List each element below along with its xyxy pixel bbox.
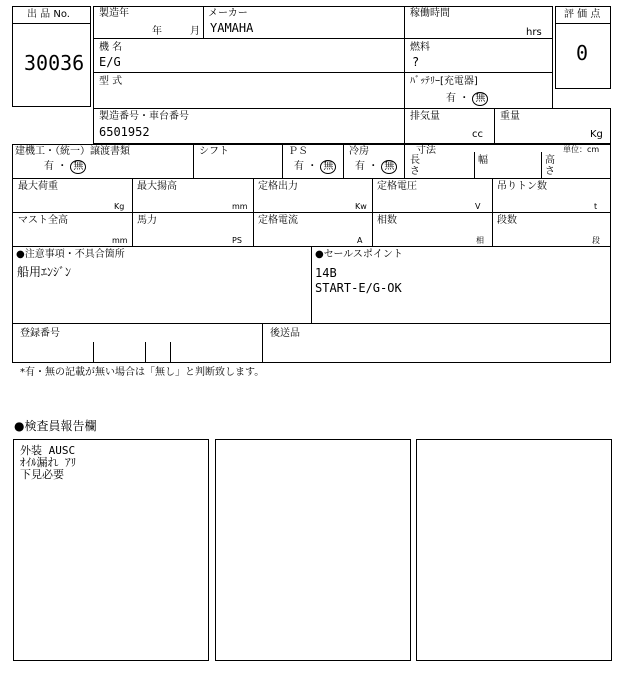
max-load-unit: Kg xyxy=(114,202,125,211)
rated-output-label: 定格出力 xyxy=(258,181,298,192)
fuel-value: ? xyxy=(412,55,420,69)
defects-label: ●注意事項・不具合箇所 xyxy=(16,249,125,260)
rating-box xyxy=(555,6,611,89)
ac-yes: 有 xyxy=(355,161,365,172)
month-unit: 月 xyxy=(190,26,200,37)
max-lift-label: 最大揚高 xyxy=(137,181,177,192)
inspector-title: ●検査員報告欄 xyxy=(14,419,97,433)
weight-label: 重量 xyxy=(500,111,520,122)
lot-number-box xyxy=(12,6,91,107)
rated-current-label: 定格電流 xyxy=(258,215,298,226)
type-label: 型 式 xyxy=(99,76,123,87)
inspector-box-1-text: 外装 AUSC ｵｲﾙ漏れ ｱﾘ 下見必要 xyxy=(20,444,77,481)
battery-choice xyxy=(446,92,488,106)
dims-label: 寸法 xyxy=(416,145,436,156)
ps-choice xyxy=(294,160,336,174)
height-label: 高さ xyxy=(545,155,555,177)
length-label: 長さ xyxy=(410,155,420,177)
cert-label: 建機工・（統一）譲渡書類 xyxy=(15,146,130,157)
hours-unit: hrs xyxy=(526,27,542,38)
weight-unit: Kg xyxy=(590,129,603,140)
mast-unit: mm xyxy=(112,236,128,245)
dims-unit: 単位：cm xyxy=(563,145,600,154)
model-label: 機 名 xyxy=(99,42,123,53)
rating-label: 評 価 点 xyxy=(564,9,601,20)
ac-label: 冷房 xyxy=(349,146,369,157)
lot-number-label: 出 品 No. xyxy=(27,9,70,20)
cert-no-circled: 無 xyxy=(70,160,86,174)
rated-output-unit: Kw xyxy=(355,202,367,211)
fuel-label: 燃料 xyxy=(410,42,430,53)
inspector-box-3 xyxy=(416,439,612,661)
displacement-unit: cc xyxy=(472,129,483,140)
shift-label: シフト xyxy=(199,146,229,157)
displacement-label: 排気量 xyxy=(410,111,440,122)
cert-yes: 有 xyxy=(44,161,54,172)
footnote: *有・無の記載が無い場合は「無し」と判断致します。 xyxy=(20,367,265,378)
battery-label: ﾊﾞｯﾃﾘｰ[充電器] xyxy=(410,76,478,87)
ps-dot: ・ xyxy=(307,161,318,172)
ps-label: ＰＳ xyxy=(288,146,308,157)
hoist-unit: t xyxy=(594,202,598,211)
battery-dot: ・ xyxy=(459,93,470,104)
hp-unit: PS xyxy=(232,236,242,245)
mast-label: マスト全高 xyxy=(18,215,68,226)
defects-text: 船用ｴﾝｼﾞﾝ xyxy=(17,265,72,279)
maker-value: YAMAHA xyxy=(210,21,254,35)
ac-dot: ・ xyxy=(368,161,379,172)
inspector-box-2 xyxy=(215,439,411,661)
cert-choice xyxy=(44,160,86,174)
rated-current-unit: A xyxy=(357,236,363,245)
phase-label: 相数 xyxy=(377,215,397,226)
hp-label: 馬力 xyxy=(137,215,157,226)
sales-label: ●セールスポイント xyxy=(315,249,403,260)
year-unit: 年 xyxy=(152,26,162,37)
rated-voltage-unit: V xyxy=(475,202,481,211)
shipping-label: 後送品 xyxy=(270,328,300,339)
maker-label: メーカー xyxy=(208,8,248,19)
max-load-label: 最大荷重 xyxy=(18,181,58,192)
ps-yes: 有 xyxy=(294,161,304,172)
battery-yes: 有 xyxy=(446,93,456,104)
battery-no-circled: 無 xyxy=(472,92,488,106)
ac-choice xyxy=(355,160,397,174)
registration-label: 登録番号 xyxy=(20,328,60,339)
max-lift-unit: mm xyxy=(232,202,248,211)
steps-label: 段数 xyxy=(497,215,517,226)
rated-voltage-label: 定格電圧 xyxy=(377,181,417,192)
lot-number: 30036 xyxy=(24,51,85,75)
sales-text: 14B START-E/G-OK xyxy=(315,266,402,295)
cert-dot: ・ xyxy=(57,161,68,172)
inspector-box-1 xyxy=(13,439,209,661)
steps-unit: 段 xyxy=(592,236,600,245)
model-value: E/G xyxy=(99,55,121,69)
hours-label: 稼働時間 xyxy=(410,8,450,19)
rating-value: 0 xyxy=(576,41,589,65)
serial-value: 6501952 xyxy=(99,125,150,139)
width-label: 幅 xyxy=(478,155,488,166)
serial-label: 製造番号・車台番号 xyxy=(99,111,189,122)
mfg-year-label: 製造年 xyxy=(99,8,129,19)
registration-box xyxy=(12,323,611,363)
ac-no-circled: 無 xyxy=(381,160,397,174)
phase-unit: 相 xyxy=(476,236,484,245)
ps-no-circled: 無 xyxy=(320,160,336,174)
hoist-label: 吊りトン数 xyxy=(497,181,547,192)
